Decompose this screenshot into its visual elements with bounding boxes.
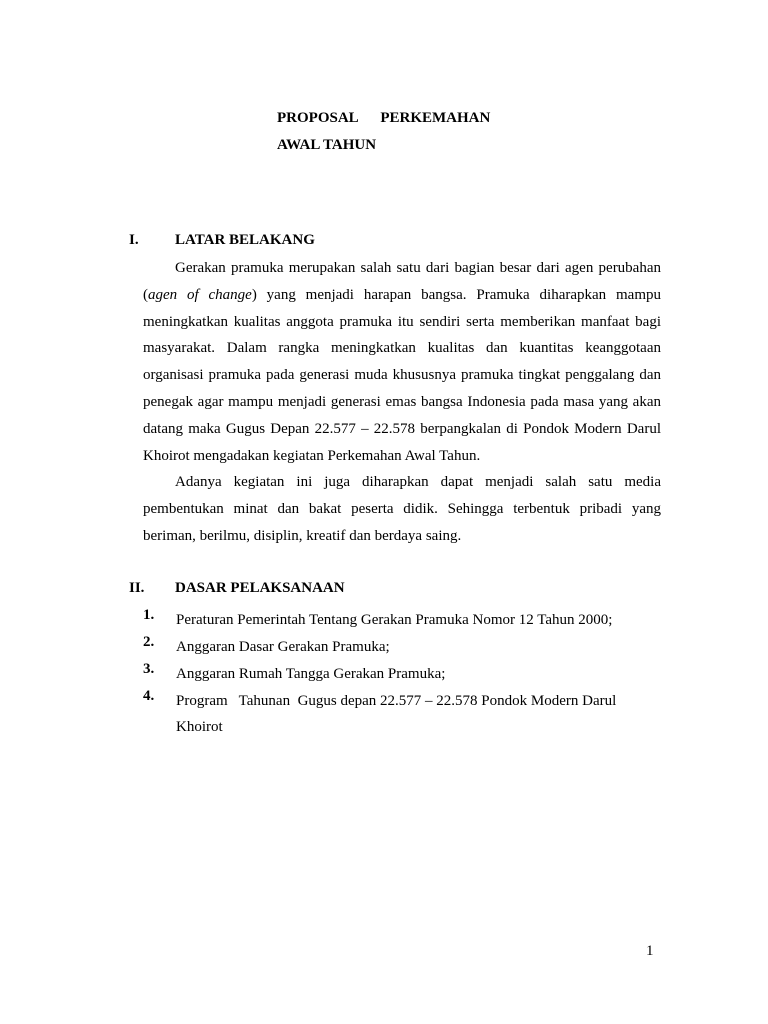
paragraph-1-text-b: ) yang menjadi harapan bangsa. Pramuka diharapkan mampu meningkatkan kualitas anggota pramuka itu sendiri serta memberikan manfaat bagi masyarakat. Dalam rangka meningkatkan kualitas dan kuantitas keanggotaan organisasi pramuka pada generasi muda khususnya pramuka tingkat penggalang dan penegak agar mampu menjadi generasi emas bangsa Indonesia pada masa yang akan datang maka Gugus Depan 22.577 – 22.578 berpangkalan di Pondok Modern Darul Khoirot mengadakan kegiatan Perkemahan Awal Tahun.: [143, 286, 662, 464]
document-title-line-2: AWAL TAHUN: [277, 137, 377, 153]
paragraph-1-text-a: Gerakan pramuka merupakan salah satu dari bagian besar dari agen perubahan (: [143, 260, 661, 303]
list-item-text: Anggaran Rumah Tangga Gerakan Pramuka;: [176, 666, 446, 682]
section-1-paragraph-2: Adanya kegiatan ini juga diharapkan dapat menjadi salah satu media pembentukan minat dan bakat peserta didik. Sehingga terbentuk pribadi yang beriman, berilmu, disiplin, kreatif dan berdaya saing.: [143, 474, 661, 544]
paragraph-1-italic-term: agen of change: [148, 286, 252, 303]
list-item-number: 3.: [143, 661, 155, 677]
list-item-text: Peraturan Pemerintah Tentang Gerakan Pramuka Nomor 12 Tahun 2000;: [176, 612, 613, 628]
section-1-paragraph-1: [143, 255, 661, 469]
list-item-number: 4.: [143, 688, 155, 704]
list-item-number: 2.: [143, 634, 155, 650]
list-item-number: 1.: [143, 607, 155, 623]
document-title-line-1: PROPOSAL PERKEMAHAN: [277, 110, 491, 126]
list-item-text: Anggaran Dasar Gerakan Pramuka;: [176, 639, 390, 655]
section-1-heading: LATAR BELAKANG: [175, 232, 315, 248]
section-2-number: II.: [129, 580, 145, 596]
section-1-number: I.: [129, 232, 139, 248]
list-item-text: Program Tahunan Gugus depan 22.577 – 22.578 Pondok Modern Darul Khoirot: [176, 693, 621, 735]
section-2-heading: DASAR PELAKSANAAN: [175, 580, 345, 596]
page-number: 1: [646, 943, 654, 959]
